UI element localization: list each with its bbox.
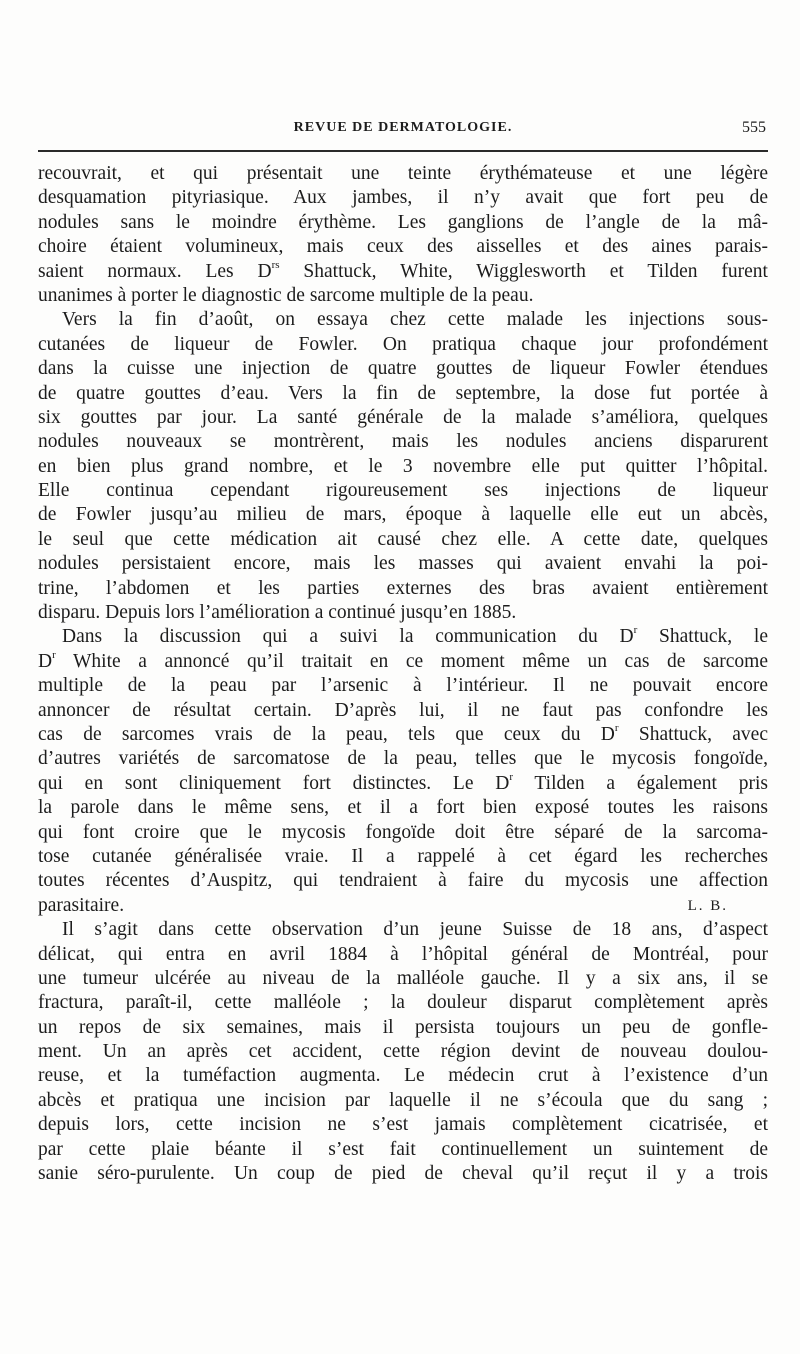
text-line: par cette plaie béante il s’est fait continuellement un suintement de <box>38 1138 768 1160</box>
text-line: la parole dans le même sens, et il a fort bien exposé toutes les raisons <box>38 797 768 819</box>
header-rule <box>38 150 768 152</box>
running-head <box>40 118 766 140</box>
text-line: Il s’agit dans cette observation d’un jeune Suisse de 18 ans, d’aspect <box>62 919 768 941</box>
superscript: r <box>614 722 619 734</box>
text-line <box>38 625 768 649</box>
text-line: nodules sans le moindre érythème. Les ganglions de l’angle de la mâ- <box>38 211 768 233</box>
text-line: cutanées de liqueur de Fowler. On pratiqua chaque jour profondément <box>38 333 768 355</box>
text-line <box>38 723 768 747</box>
author-initials: L. B. <box>687 897 728 914</box>
text-line: abcès et pratiqua une incision par laquelle il ne s’écoula que du sang ; <box>38 1089 768 1111</box>
superscript: r <box>52 649 56 661</box>
text-line: nodules persistaient encore, mais les masses qui avaient envahi la poi- <box>38 553 768 575</box>
text-fragment: saient normaux. Les D <box>38 260 272 282</box>
text-fragment: Shattuck, le <box>637 626 768 648</box>
text-line <box>38 650 768 674</box>
text-line: desquamation pityriasique. Aux jambes, il n’y avait que fort peu de <box>38 187 768 209</box>
text-line <box>38 772 768 796</box>
text-fragment: Tilden a également pris <box>513 772 768 794</box>
text-line: qui font croire que le mycosis fongoïde doit être séparé de la sarcoma- <box>38 821 768 843</box>
text-line: tose cutanée généralisée vraie. Il a rappelé à cet égard les recherches <box>38 845 768 867</box>
text-line: de Fowler jusqu’au milieu de mars, époque à laquelle elle eut un abcès, <box>38 504 768 526</box>
text-line: multiple de la peau par l’arsenic à l’intérieur. Il ne pouvait encore <box>38 675 768 697</box>
text-line: unanimes à porter le diagnostic de sarcome multiple de la peau. <box>38 284 534 306</box>
text-fragment: cas de sarcomes vrais de la peau, tels que ceux du D <box>38 723 615 745</box>
superscript: r <box>509 771 514 783</box>
text-line: toutes récentes d’Auspitz, qui tendraient à faire du mycosis une affection <box>38 870 768 892</box>
text-fragment: parasitaire. <box>38 894 125 916</box>
text-line: fractura, paraît-il, cette malléole ; la douleur disparut complètement après <box>38 992 768 1014</box>
superscript: r <box>633 625 638 637</box>
text-line: dans la cuisse une injection de quatre gouttes de liqueur Fowler étendues <box>38 358 768 380</box>
running-title: REVUE DE DERMATOLOGIE. <box>293 120 513 135</box>
text-fragment: Shattuck, avec <box>618 723 768 745</box>
text-line: six gouttes par jour. La santé générale de la malade s’améliora, quelques <box>38 406 768 428</box>
text-line: recouvrait, et qui présentait une teinte érythémateuse et une légère <box>38 163 768 184</box>
text-line: trine, l’abdomen et les parties externes des bras avaient entièrement <box>38 577 768 599</box>
text-fragment: qui en sont cliniquement fort distinctes. Le D <box>38 772 510 794</box>
superscript: rs <box>271 259 280 271</box>
text-line: d’autres variétés de sarcomatose de la peau, telles que le mycosis fongoïde, <box>38 748 768 770</box>
text-line: choire étaient volumineux, mais ceux des aisselles et des aines parais- <box>38 236 768 258</box>
text-fragment: D <box>38 650 53 672</box>
text-line: Elle continua cependant rigoureusement ses injections de liqueur <box>38 480 768 502</box>
text-line: Vers la fin d’août, on essaya chez cette malade les injections sous- <box>62 309 768 331</box>
text-line: disparu. Depuis lors l’amélioration a continué jusqu’en 1885. <box>38 602 517 624</box>
body-text <box>38 162 768 1186</box>
text-fragment: Dans la discussion qui a suivi la communication du D <box>62 626 634 648</box>
text-line <box>38 260 768 284</box>
text-line: une tumeur ulcérée au niveau de la malléole gauche. Il y a six ans, il se <box>38 967 768 989</box>
text-line: annoncer de résultat certain. D’après lui, il ne faut pas confondre les <box>38 699 768 721</box>
text-line: délicat, qui entra en avril 1884 à l’hôpital général de Montréal, pour <box>38 943 768 965</box>
page-number: 555 <box>742 119 766 136</box>
text-line: en bien plus grand nombre, et le 3 novembre elle put quitter l’hôpital. <box>38 455 768 477</box>
text-fragment: White a annoncé qu’il traitait en ce moment même un cas de sarcome <box>55 650 768 672</box>
text-line: de quatre gouttes d’eau. Vers la fin de septembre, la dose fut portée à <box>38 382 768 404</box>
text-line: depuis lors, cette incision ne s’est jamais complètement cicatrisée, et <box>38 1114 768 1136</box>
text-line: le seul que cette médication ait causé chez elle. A cette date, quelques <box>38 528 768 550</box>
text-line: reuse, et la tuméfaction augmenta. Le médecin crut à l’existence d’un <box>38 1065 768 1087</box>
text-fragment: Shattuck, White, Wigglesworth et Tilden furent <box>279 260 768 282</box>
text-line: nodules nouveaux se montrèrent, mais les nodules anciens disparurent <box>38 431 768 453</box>
text-line: sanie séro-purulente. Un coup de pied de cheval qu’il reçut il y a trois <box>38 1163 768 1185</box>
text-line <box>38 894 768 918</box>
text-line: ment. Un an après cet accident, cette région devint de nouveau doulou- <box>38 1041 768 1063</box>
text-line: un repos de six semaines, mais il persista toujours un peu de gonfle- <box>38 1016 768 1038</box>
